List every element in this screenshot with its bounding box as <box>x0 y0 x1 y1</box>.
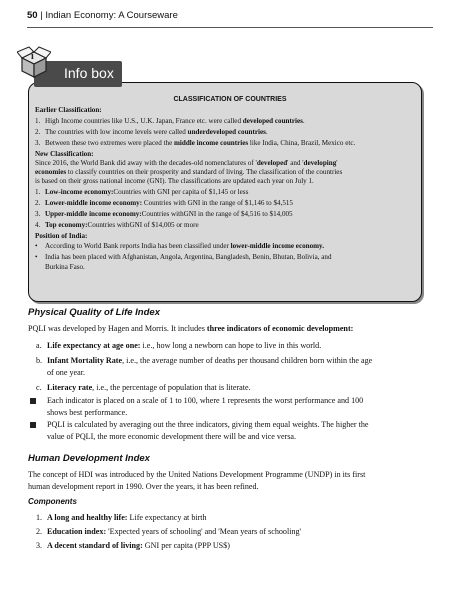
header-rule <box>27 27 433 28</box>
pqli-intro: PQLI was developed by Hagen and Morris. It includes three indicators of economic development: <box>28 324 354 333</box>
component-1: 1. A long and healthy life: Life expectancy at birth <box>36 513 207 522</box>
header-separator: | <box>40 10 43 21</box>
new-item-3: 3. Upper-middle income economy:Countries withGNI in the range of $4,516 to $14,005 <box>35 210 293 218</box>
new-item-1: 1. Low-income economy:Countries with GNI per capita of $1,145 or less <box>35 188 249 196</box>
new-para-line-3: is based on their gross national income (GNI). The classifications are updated each year on July 1. <box>35 177 314 185</box>
info-box-title: CLASSIFICATION OF COUNTRIES <box>173 96 287 103</box>
hdi-para-line-2: human development report in 1990. Over the years, it has been refined. <box>28 482 259 491</box>
running-header <box>27 10 178 21</box>
india-bullet-1: • According to World Bank reports India has been classified under lower-middle income economy. <box>35 242 324 250</box>
component-3: 3. A decent standard of living: GNI per capita (PPP US$) <box>36 541 230 550</box>
earlier-heading: Earlier Classification: <box>35 106 102 114</box>
component-2: 2. Education index: 'Expected years of schooling' and 'Mean years of schooling' <box>36 527 302 536</box>
new-heading: New Classification: <box>35 150 94 158</box>
square-bullet-icon <box>30 422 36 428</box>
pqli-bullet-1: Each indicator is placed on a scale of 1 to 100, where 1 represents the worst performance and 100 <box>47 396 364 405</box>
box-icon <box>17 46 51 80</box>
svg-text:i: i <box>31 51 34 62</box>
pqli-bullet-1-cont: shows best performance. <box>47 408 128 417</box>
new-para-line-1: Since 2016, the World Bank did away with the decades-old nomenclatures of 'developed' and 'developing' <box>35 159 338 167</box>
earlier-item-2: 2. The countries with low income levels were called underdeveloped countries. <box>35 128 268 136</box>
book-title: Indian Economy: A Courseware <box>45 10 178 21</box>
pqli-heading: Physical Quality of Life Index <box>28 307 160 318</box>
square-bullet-icon <box>30 398 36 404</box>
india-heading: Position of India: <box>35 232 88 240</box>
info-box-label: Info box <box>64 65 114 81</box>
earlier-item-3: 3. Between these two extremes were placed the middle income countries like India, China, Brazil, Mexico etc. <box>35 139 356 147</box>
new-item-2: 2. Lower-middle income economy: Countries with GNI in the range of $1,146 to $4,515 <box>35 199 293 207</box>
earlier-item-1: 1. High Income countries like U.S., U.K. Japan, France etc. were called developed countries. <box>35 117 305 125</box>
india-bullet-2-cont: Burkina Faso. <box>45 263 85 271</box>
hdi-para-line-1: The concept of HDI was introduced by the United Nations Development Programme (UNDP) in its first <box>28 470 366 479</box>
pqli-bullet-2-cont: value of PQLI, the more economic development there will be and vice versa. <box>47 432 297 441</box>
pqli-bullet-2: PQLI is calculated by averaging out the three indicators, giving them equal weights. The higher the <box>47 420 369 429</box>
hdi-heading: Human Development Index <box>28 453 150 464</box>
page-number: 50 <box>27 10 38 21</box>
pqli-item-b-cont: of one year. <box>47 368 85 377</box>
new-para-line-2: economies to classify countries on their prosperity and standard of living. The classification of the countries <box>35 168 343 176</box>
india-bullet-2: • India has been placed with Afghanistan, Angola, Argentina, Bangladesh, Benin, Bhutan, Bolivia, and <box>35 253 332 261</box>
pqli-item-c: c. Literacy rate, i.e., the percentage of population that is literate. <box>36 383 251 392</box>
pqli-item-a: a. Life expectancy at age one: i.e., how long a newborn can hope to live in this world. <box>36 341 322 350</box>
pqli-item-b: b. Infant Mortality Rate, i.e., the average number of deaths per thousand children born within the age <box>36 356 373 365</box>
new-item-4: 4. Top economy:Countries withGNI of $14,005 or more <box>35 221 199 229</box>
components-heading: Components <box>28 497 77 506</box>
